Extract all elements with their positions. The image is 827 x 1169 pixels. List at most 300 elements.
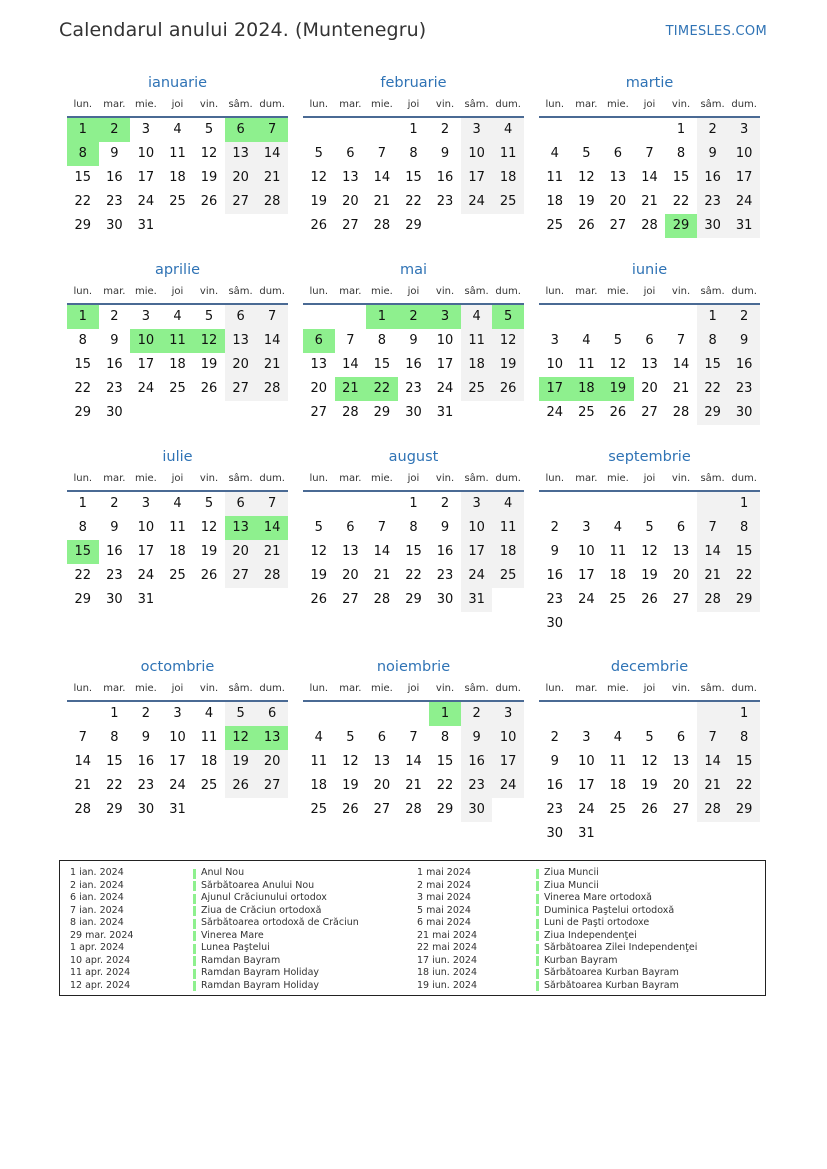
empty-cell (634, 492, 666, 516)
calendar-day: 10 (546, 357, 564, 372)
weekday-label: lun. (73, 286, 93, 297)
calendar-day: 28 (342, 405, 359, 420)
calendar-day: 21 (697, 774, 729, 798)
holiday-day: 1 (67, 118, 99, 142)
calendar-day: 5 (645, 730, 654, 745)
calendar-day: 22 (436, 778, 454, 793)
weekday-label: sâm. (464, 99, 489, 110)
weekday-label: joi (171, 473, 184, 484)
empty-cell (366, 702, 398, 726)
holiday-marker (536, 919, 539, 929)
calendar-day: 22 (405, 194, 422, 209)
weekday-label: dum. (495, 286, 521, 297)
calendar-day: 23 (106, 568, 123, 583)
calendar-day: 24 (137, 194, 155, 209)
holiday-name: Ajunul Crăciunului ortodox (201, 892, 327, 903)
calendar-day: 22 (74, 568, 92, 583)
holiday-marker (193, 919, 196, 929)
calendar-day: 4 (550, 146, 559, 161)
calendar-day: 29 (74, 592, 92, 607)
calendar-day: 11 (609, 544, 627, 559)
month-iunie (539, 259, 760, 425)
month-ianuarie (67, 72, 288, 238)
calendar-day: 30 (137, 802, 155, 817)
calendar-day: 4 (461, 305, 493, 329)
weekday-label: lun. (545, 473, 565, 484)
weekday-label: dum. (259, 473, 285, 484)
calendar-day: 4 (173, 309, 182, 324)
calendar-day: 29 (728, 798, 760, 822)
calendar-day: 18 (546, 194, 564, 209)
calendar-day: 7 (377, 146, 387, 161)
calendar-day: 15 (728, 750, 760, 774)
calendar-day: 19 (310, 194, 328, 209)
calendar-day: 30 (546, 826, 564, 841)
calendar-day: 4 (204, 706, 214, 721)
calendar-day: 28 (256, 564, 288, 588)
holiday-name: Sărbătoarea Zilei Independenţei (544, 942, 698, 953)
weekday-header (67, 469, 288, 489)
calendar-day: 29 (106, 802, 123, 817)
calendar-day: 26 (200, 381, 218, 396)
calendar-day: 30 (697, 214, 729, 238)
calendar-day: 28 (373, 592, 391, 607)
calendar-day: 13 (641, 357, 658, 372)
calendar-day: 11 (492, 142, 524, 166)
weekday-label: dum. (731, 286, 757, 297)
weekday-label: mie. (370, 473, 393, 484)
weekday-header (67, 95, 288, 115)
calendar-day: 17 (137, 357, 155, 372)
month-name: decembrie (610, 659, 689, 675)
calendar-day: 18 (169, 544, 186, 559)
holiday-marker (536, 931, 539, 941)
calendar-day: 21 (256, 540, 288, 564)
calendar-day: 24 (728, 190, 760, 214)
weekday-label: mie. (606, 683, 629, 694)
weekday-label: lun. (73, 683, 93, 694)
calendar-day: 23 (137, 778, 155, 793)
holiday-marker (536, 981, 539, 991)
calendar-day: 27 (225, 564, 257, 588)
calendar-day: 13 (225, 142, 257, 166)
calendar-day: 25 (546, 218, 564, 233)
holiday-marker (193, 869, 196, 879)
holiday-date: 5 mai 2024 (417, 904, 471, 916)
calendar-day: 22 (672, 194, 690, 209)
calendar-day: 20 (225, 540, 257, 564)
calendar-day: 24 (436, 381, 454, 396)
calendar-day: 9 (409, 333, 418, 348)
weekday-label: vin. (435, 473, 455, 484)
brand-link[interactable]: TIMESLES.COM (665, 24, 767, 39)
holiday-day: 2 (99, 118, 131, 142)
empty-cell (366, 118, 398, 142)
holiday-date: 6 mai 2024 (417, 917, 471, 928)
holiday-day: 14 (256, 516, 288, 540)
calendar-day: 22 (74, 194, 92, 209)
calendar-day: 27 (641, 405, 658, 420)
calendar-day: 12 (492, 329, 524, 353)
holiday-name: Anul Nou (201, 867, 245, 878)
legend-row (70, 880, 400, 893)
weekday-label: lun. (309, 286, 329, 297)
empty-cell (67, 702, 99, 726)
holiday-date: 2 mai 2024 (417, 879, 471, 891)
calendar-day: 9 (728, 329, 760, 353)
empty-cell (303, 492, 335, 516)
calendar-day: 7 (697, 726, 729, 750)
legend-row (70, 867, 400, 880)
calendar-day: 14 (74, 754, 92, 769)
holiday-marker (536, 969, 539, 979)
holiday-marker (193, 969, 196, 979)
legend-row (417, 905, 757, 918)
weekday-label: sâm. (464, 683, 489, 694)
weekday-label: vin. (199, 683, 219, 694)
holiday-day: 12 (193, 329, 225, 353)
calendar-day: 17 (492, 750, 524, 774)
calendar-day: 29 (74, 405, 92, 420)
weekday-header (303, 469, 524, 489)
calendar-day: 21 (697, 564, 729, 588)
legend-row (70, 967, 400, 980)
weekday-label: joi (643, 99, 656, 110)
empty-cell (602, 492, 634, 516)
empty-cell (697, 492, 729, 516)
empty-cell (539, 305, 571, 329)
calendar-day: 19 (492, 353, 524, 377)
calendar-day: 9 (550, 754, 559, 769)
calendar-day: 6 (225, 492, 257, 516)
day-grid (539, 118, 760, 238)
holiday-name: Lunea Paştelui (201, 942, 270, 953)
weekday-label: sâm. (464, 286, 489, 297)
calendar-day: 24 (546, 405, 564, 420)
weekday-header (67, 679, 288, 699)
calendar-day: 9 (697, 142, 729, 166)
calendar-day: 22 (728, 564, 760, 588)
calendar-day: 24 (578, 802, 595, 817)
weekday-label: mar. (339, 99, 362, 110)
calendar-day: 23 (461, 774, 493, 798)
holiday-date: 11 apr. 2024 (70, 967, 131, 978)
calendar-day: 3 (492, 702, 524, 726)
weekday-label: dum. (731, 473, 757, 484)
calendar-day: 1 (676, 122, 686, 137)
legend-row (417, 967, 757, 980)
weekday-label: dum. (731, 99, 757, 110)
holiday-marker (536, 956, 539, 966)
holiday-day: 13 (256, 726, 288, 750)
calendar-day: 27 (609, 218, 627, 233)
holiday-date: 8 ian. 2024 (70, 917, 124, 928)
calendar-day: 10 (461, 142, 493, 166)
weekday-label: mie. (134, 99, 157, 110)
calendar-day: 28 (697, 588, 729, 612)
calendar-day: 11 (310, 754, 328, 769)
empty-cell (303, 118, 335, 142)
calendar-day: 20 (256, 750, 288, 774)
calendar-day: 8 (409, 146, 418, 161)
calendar-day: 28 (256, 377, 288, 401)
calendar-day: 31 (137, 218, 155, 233)
calendar-day: 11 (578, 357, 595, 372)
weekday-label: mie. (606, 473, 629, 484)
weekday-label: joi (407, 286, 420, 297)
holiday-day: 10 (130, 329, 162, 353)
legend-row (70, 930, 400, 943)
calendar-day: 9 (440, 520, 450, 535)
calendar-day: 20 (641, 381, 658, 396)
calendar-day: 17 (461, 540, 493, 564)
holiday-marker (536, 881, 539, 891)
calendar-day: 31 (728, 214, 760, 238)
month-iulie (67, 446, 288, 612)
calendar-day: 5 (346, 730, 355, 745)
calendar-day: 17 (578, 568, 595, 583)
weekday-label: lun. (309, 683, 329, 694)
calendar-day: 25 (169, 194, 186, 209)
calendar-day: 5 (645, 520, 654, 535)
holiday-name: Sărbătoarea Anului Nou (201, 879, 315, 891)
calendar-day: 7 (256, 305, 288, 329)
weekday-label: mar. (339, 286, 362, 297)
holiday-marker (536, 944, 539, 954)
calendar-day: 14 (256, 142, 288, 166)
calendar-day: 16 (728, 353, 760, 377)
calendar-day: 9 (141, 730, 151, 745)
holiday-name: Ziua de Crăciun ortodoxă (201, 904, 322, 916)
holiday-name: Ramdan Bayram Holiday (201, 979, 320, 991)
weekday-label: mie. (134, 286, 157, 297)
holiday-day: 8 (67, 142, 99, 166)
holiday-day: 15 (67, 540, 99, 564)
weekday-label: lun. (309, 99, 329, 110)
calendar-day: 14 (373, 170, 391, 185)
calendar-day: 8 (697, 329, 729, 353)
holiday-marker (536, 894, 539, 904)
holiday-date: 6 ian. 2024 (70, 892, 124, 903)
calendar-day: 14 (641, 170, 658, 185)
weekday-label: lun. (73, 473, 93, 484)
holiday-day: 1 (429, 702, 461, 726)
calendar-day: 13 (672, 544, 690, 559)
month-name: august (388, 449, 439, 465)
calendar-day: 2 (440, 122, 450, 137)
calendar-day: 5 (314, 146, 323, 161)
calendar-day: 10 (578, 544, 595, 559)
calendar-day: 18 (609, 568, 627, 583)
calendar-day: 3 (173, 706, 182, 721)
weekday-label: joi (407, 683, 420, 694)
calendar-day: 20 (225, 353, 257, 377)
calendar-day: 5 (314, 520, 323, 535)
holiday-day: 1 (366, 305, 398, 329)
weekday-label: mie. (134, 473, 157, 484)
calendar-day: 3 (461, 118, 493, 142)
empty-cell (398, 702, 430, 726)
calendar-day: 16 (546, 568, 564, 583)
calendar-day: 11 (546, 170, 564, 185)
weekday-label: dum. (731, 683, 757, 694)
legend-row (70, 917, 400, 930)
calendar-day: 2 (728, 305, 760, 329)
holiday-date: 12 apr. 2024 (70, 979, 131, 991)
holiday-date: 17 iun. 2024 (417, 954, 478, 966)
calendar-day: 24 (137, 381, 155, 396)
calendar-day: 16 (697, 166, 729, 190)
calendar-day: 3 (582, 730, 591, 745)
calendar-day: 27 (225, 190, 257, 214)
calendar-day: 6 (676, 730, 686, 745)
calendar-day: 1 (409, 122, 418, 137)
calendar-day: 6 (346, 520, 355, 535)
month-septembrie (539, 446, 760, 636)
calendar-day: 15 (405, 544, 422, 559)
calendar-day: 22 (405, 568, 422, 583)
holiday-date: 29 mar. 2024 (70, 929, 134, 941)
calendar-day: 23 (546, 592, 564, 607)
calendar-day: 1 (78, 496, 87, 511)
calendar-day: 26 (578, 218, 595, 233)
calendar-day: 11 (492, 516, 524, 540)
calendar-day: 17 (728, 166, 760, 190)
month-name: mai (399, 262, 428, 278)
weekday-label: sâm. (700, 473, 725, 484)
legend-row (417, 930, 757, 943)
calendar-day: 19 (225, 750, 257, 774)
calendar-day: 10 (578, 754, 595, 769)
empty-cell (602, 118, 634, 142)
legend-row (417, 917, 757, 930)
calendar-day: 21 (256, 166, 288, 190)
month-name: martie (625, 75, 674, 91)
weekday-label: mie. (370, 286, 393, 297)
weekday-header (303, 282, 524, 302)
weekday-label: joi (171, 286, 184, 297)
calendar-day: 6 (225, 305, 257, 329)
month-octombrie (67, 656, 288, 822)
weekday-label: vin. (435, 99, 455, 110)
holiday-date: 22 mai 2024 (417, 942, 478, 953)
weekday-label: mar. (103, 683, 126, 694)
calendar-day: 27 (672, 592, 690, 607)
calendar-day: 30 (106, 218, 123, 233)
legend-row (70, 955, 400, 968)
calendar-day: 9 (440, 146, 450, 161)
calendar-day: 16 (436, 544, 454, 559)
weekday-label: vin. (199, 99, 219, 110)
empty-cell (665, 702, 697, 726)
calendar-day: 21 (405, 778, 422, 793)
month-decembrie (539, 656, 760, 846)
weekday-header (539, 95, 760, 115)
weekday-header (303, 679, 524, 699)
calendar-day: 28 (74, 802, 92, 817)
holiday-date: 1 mai 2024 (417, 867, 471, 878)
weekday-label: sâm. (464, 473, 489, 484)
holiday-day: 5 (492, 305, 524, 329)
calendar-day: 2 (697, 118, 729, 142)
calendar-day: 18 (461, 353, 493, 377)
holiday-name: Sărbătoarea Kurban Bayram (544, 979, 679, 991)
calendar-day: 8 (728, 516, 760, 540)
calendar-day: 15 (373, 357, 391, 372)
calendar-day: 11 (461, 329, 493, 353)
holiday-name: Ziua Muncii (544, 879, 599, 891)
holiday-day: 11 (162, 329, 194, 353)
month-februarie (303, 72, 524, 238)
weekday-label: joi (407, 99, 420, 110)
month-name: februarie (380, 75, 447, 91)
calendar-day: 23 (106, 381, 123, 396)
holiday-day: 17 (539, 377, 571, 401)
holiday-date: 1 ian. 2024 (70, 867, 124, 878)
day-grid (539, 492, 760, 636)
holiday-marker (536, 906, 539, 916)
calendar-day: 23 (728, 377, 760, 401)
weekday-label: mar. (103, 286, 126, 297)
calendar-day: 30 (436, 592, 454, 607)
weekday-label: vin. (199, 286, 219, 297)
holiday-legend (59, 860, 766, 996)
calendar-day: 21 (74, 778, 92, 793)
holiday-marker (193, 906, 196, 916)
calendar-day: 13 (342, 544, 359, 559)
calendar-day: 27 (342, 218, 359, 233)
holiday-day: 13 (225, 516, 257, 540)
calendar-day: 15 (74, 170, 92, 185)
calendar-day: 9 (110, 146, 119, 161)
calendar-day: 27 (310, 405, 328, 420)
legend-column-right (417, 867, 757, 992)
calendar-day: 1 (110, 706, 119, 721)
calendar-day: 31 (137, 592, 155, 607)
calendar-day: 31 (169, 802, 186, 817)
calendar-day: 22 (106, 778, 123, 793)
holiday-name: Duminica Paştelui ortodoxă (544, 904, 675, 916)
calendar-day: 15 (106, 754, 123, 769)
calendar-day: 17 (169, 754, 186, 769)
legend-row (417, 892, 757, 905)
calendar-day: 3 (582, 520, 591, 535)
day-grid (303, 118, 524, 238)
calendar-day: 19 (200, 357, 218, 372)
calendar-day: 10 (461, 516, 493, 540)
weekday-label: sâm. (700, 99, 725, 110)
calendar-day: 17 (137, 544, 155, 559)
weekday-label: lun. (73, 99, 93, 110)
holiday-marker (536, 869, 539, 879)
calendar-day: 12 (609, 357, 627, 372)
empty-cell (335, 305, 367, 329)
calendar-day: 2 (550, 520, 559, 535)
calendar-day: 30 (546, 616, 564, 631)
weekday-label: mie. (606, 99, 629, 110)
weekday-header (303, 95, 524, 115)
calendar-day: 9 (110, 333, 119, 348)
calendar-day: 3 (550, 333, 559, 348)
month-noiembrie (303, 656, 524, 822)
holiday-day: 2 (398, 305, 430, 329)
calendar-day: 26 (492, 377, 524, 401)
calendar-day: 12 (641, 544, 658, 559)
calendar-day: 4 (492, 492, 524, 516)
weekday-header (539, 282, 760, 302)
calendar-day: 25 (609, 592, 627, 607)
calendar-day: 4 (173, 122, 182, 137)
